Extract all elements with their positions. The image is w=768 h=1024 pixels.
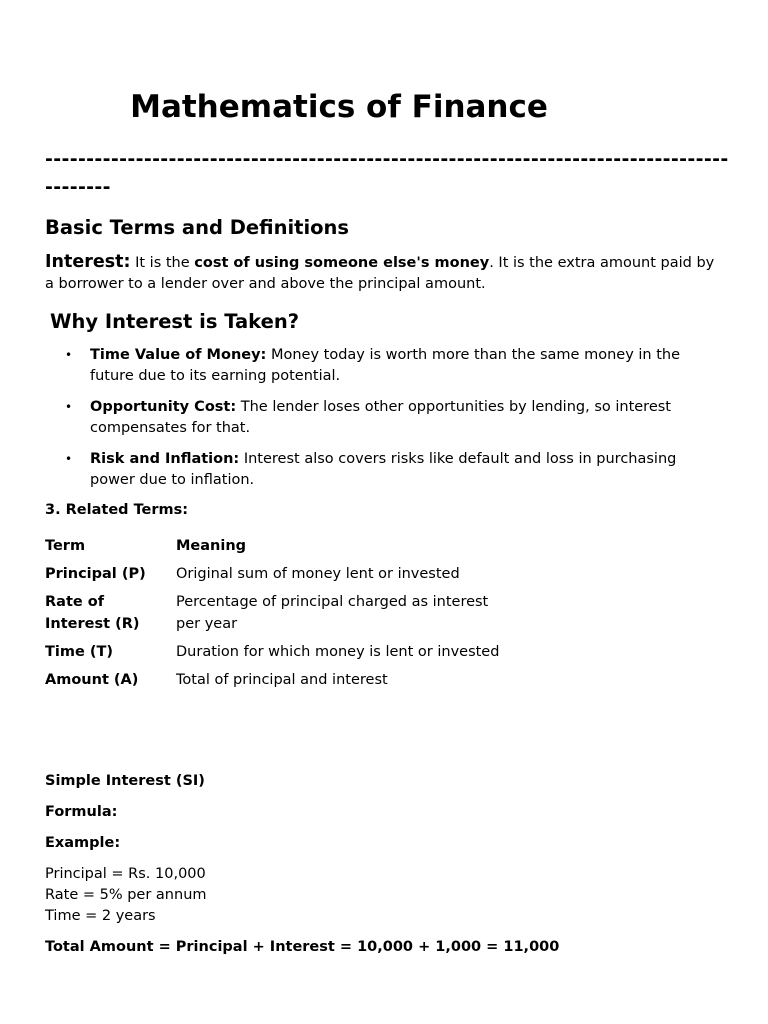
interest-definition — [45, 252, 725, 295]
total-amount-line: Total Amount = Principal + Interest = 10,000 + 1,000 = 11,000 — [45, 939, 560, 955]
given-rate: Rate = 5% per annum — [45, 887, 207, 903]
example-label: Example: — [45, 835, 121, 851]
bullet-icon: • — [65, 400, 73, 414]
table-row — [45, 563, 506, 585]
table-header-meaning: Meaning — [176, 538, 247, 554]
given-principal: Principal = Rs. 10,000 — [45, 866, 206, 882]
simple-interest-heading: Simple Interest (SI) — [45, 773, 205, 789]
reason-label: Opportunity Cost: — [90, 399, 237, 415]
reason-text: Interest also covers risks like default and loss in purchasing power due to inflation. — [90, 451, 677, 488]
section-heading: Basic Terms and Definitions — [45, 216, 350, 239]
table-cell-term: Time (T) — [45, 644, 113, 660]
table-cell-meaning: Percentage of principal charged as interest per year — [176, 594, 489, 632]
table-row — [45, 669, 506, 691]
example-given-values — [45, 864, 725, 927]
table-cell-meaning: Total of principal and interest — [176, 672, 388, 688]
bullet-icon: • — [65, 452, 73, 466]
related-terms-heading: 3. Related Terms: — [45, 502, 189, 518]
list-item — [45, 449, 715, 491]
list-item — [45, 345, 715, 387]
interest-text-before: It is the — [130, 255, 195, 271]
table-cell-term: Principal (P) — [45, 566, 146, 582]
divider-line: ------------------------------------------------------------------------------------------- — [45, 148, 729, 198]
table-row — [45, 641, 506, 663]
table-cell-meaning: Original sum of money lent or invested — [176, 566, 460, 582]
interest-term: Interest: — [45, 252, 131, 272]
why-interest-heading: Why Interest is Taken? — [50, 310, 300, 333]
reasons-list — [45, 345, 715, 501]
bullet-icon: • — [65, 348, 73, 362]
reason-label: Time Value of Money: — [90, 347, 267, 363]
reason-label: Risk and Inflation: — [90, 451, 240, 467]
table-cell-meaning: Duration for which money is lent or invested — [176, 644, 500, 660]
formula-label: Formula: — [45, 804, 118, 820]
given-time: Time = 2 years — [45, 908, 156, 924]
table-cell-term: Rate of Interest (R) — [45, 594, 140, 632]
table-cell-term: Amount (A) — [45, 672, 139, 688]
interest-bold-phrase: cost of using someone else's money — [194, 255, 490, 271]
reason-text: The lender loses other opportunities by lending, so interest compensates for that. — [90, 399, 671, 436]
table-header-row — [45, 535, 506, 557]
table-header-term: Term — [45, 538, 86, 554]
list-item — [45, 397, 715, 439]
table-row — [45, 591, 506, 635]
simple-interest-section — [45, 771, 725, 968]
terms-table — [41, 529, 510, 697]
page-title: Mathematics of Finance — [130, 89, 548, 125]
interest-text-after: . It is the extra amount paid by a borrower to a lender over and above the principal amount. — [45, 255, 715, 292]
reason-text: Money today is worth more than the same money in the future due to its earning potential. — [90, 347, 681, 384]
